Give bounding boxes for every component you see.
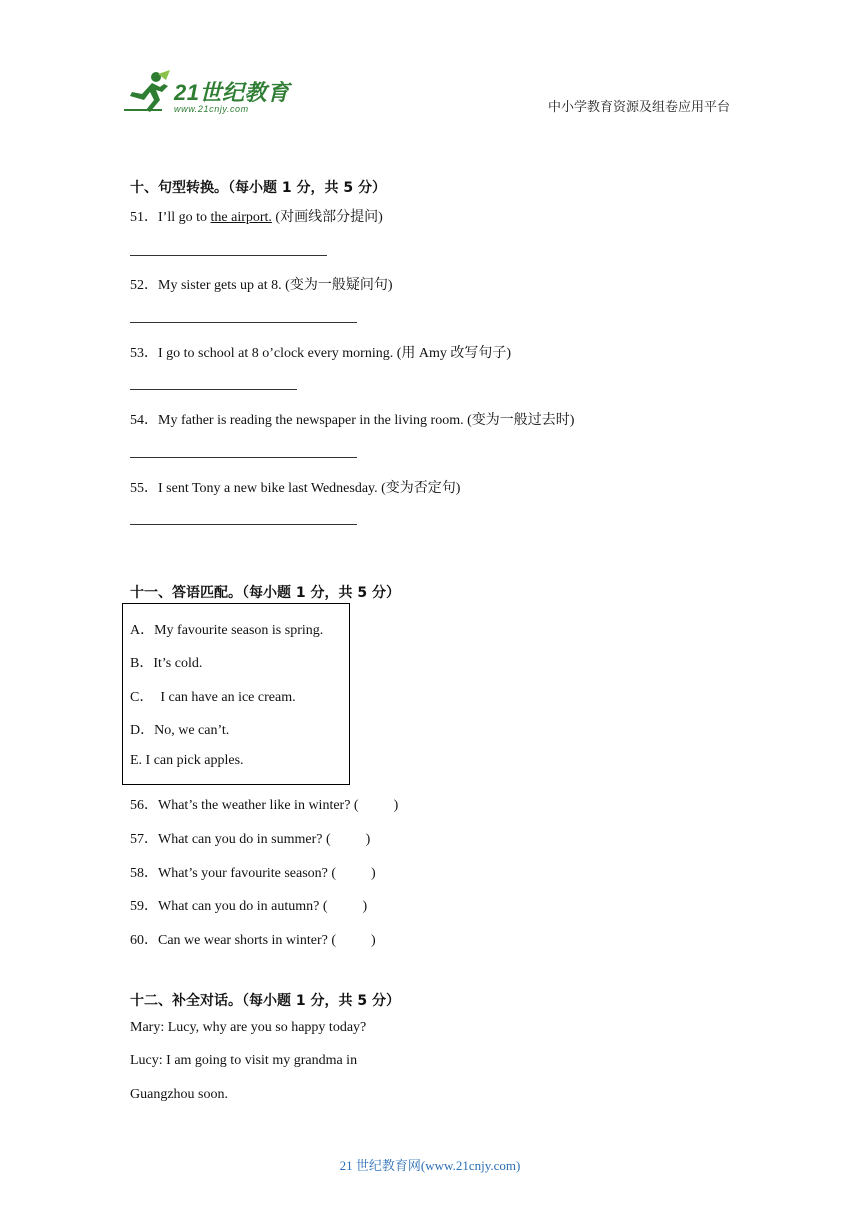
answer-line-51[interactable] (130, 255, 327, 256)
question-52: 52．My sister gets up at 8. (变为一般疑问句) (130, 278, 393, 293)
option-b: B．It’s cold. (130, 656, 203, 671)
section-11-title: 十一、答语匹配。（每小题 1 分，共 5 分） (130, 585, 400, 601)
question-53: 53．I go to school at 8 o’clock every morning. (用 Amy 改写句子) (130, 346, 512, 361)
question-51 (130, 206, 383, 226)
question-60: 60．Can we wear shorts in winter? ( ) (130, 933, 376, 948)
option-c: C． I can have an ice cream. (130, 690, 296, 705)
question-54: 54．My father is reading the newspaper in the living room. (变为一般过去时) (130, 413, 575, 428)
question-51-suffix: (对画线部分提问) (271, 210, 383, 225)
dialogue-line-2: Lucy: I am going to visit my grandma in (130, 1053, 358, 1068)
question-51-underlined: the airport. (210, 210, 272, 225)
answer-line-53[interactable] (130, 389, 297, 390)
header-platform-text: 中小学教育资源及组卷应用平台 (547, 100, 730, 115)
question-56: 56．What’s the weather like in winter? ( ) (130, 798, 399, 813)
question-57: 57．What can you do in summer? ( ) (130, 832, 371, 847)
question-51-prefix: 51．I’ll go to (130, 210, 211, 225)
answer-line-55[interactable] (130, 524, 357, 525)
section-10-title: 十、句型转换。（每小题 1 分，共 5 分） (130, 180, 386, 196)
runner-logo-icon (122, 70, 172, 116)
answer-line-52[interactable] (130, 322, 357, 323)
logo-url: www.21cnjy.com (174, 104, 249, 114)
logo-title: 21世纪教育 (174, 80, 290, 105)
option-d: D．No, we can’t. (130, 723, 230, 738)
page-footer: 21 世纪教育网(www.21cnjy.com) (339, 1158, 521, 1173)
question-55: 55．I sent Tony a new bike last Wednesday. (变为否定句) (130, 481, 461, 496)
site-logo (122, 68, 290, 118)
dialogue-line-3: Guangzhou soon. (130, 1087, 228, 1102)
answer-line-54[interactable] (130, 457, 357, 458)
question-59: 59．What can you do in autumn? ( ) (130, 899, 368, 914)
option-e: E. I can pick apples. (130, 753, 244, 768)
option-a: A．My favourite season is spring. (130, 623, 324, 638)
section-12-title: 十二、补全对话。（每小题 1 分，共 5 分） (130, 993, 400, 1009)
question-58: 58．What’s your favourite season? ( ) (130, 866, 376, 881)
dialogue-line-1: Mary: Lucy, why are you so happy today? (130, 1020, 367, 1035)
